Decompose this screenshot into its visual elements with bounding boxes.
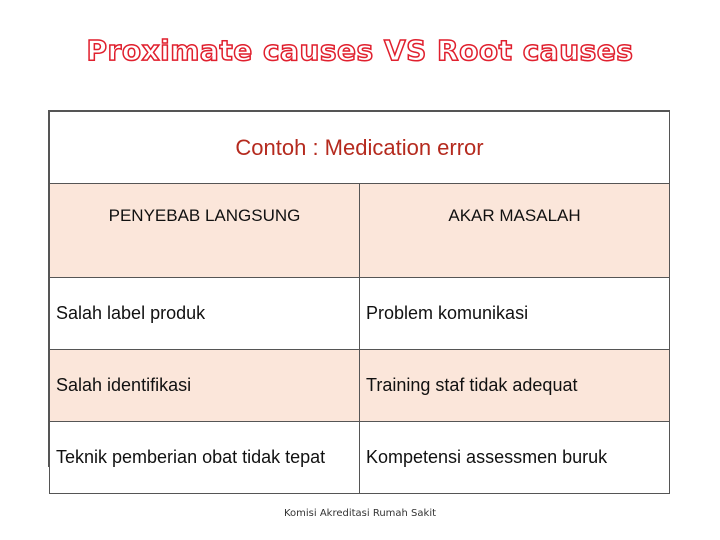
table-row bbox=[50, 350, 670, 422]
footer-text: Komisi Akreditasi Rumah Sakit bbox=[283, 508, 437, 519]
table-cell: Kompetensi assessmen buruk bbox=[360, 422, 670, 494]
header-row bbox=[50, 184, 670, 278]
header-cell-akar-masalah: AKAR MASALAH bbox=[360, 184, 670, 278]
table-row bbox=[50, 422, 670, 494]
table-cell: Salah identifikasi bbox=[50, 350, 360, 422]
table-caption: Contoh : Medication error bbox=[50, 112, 670, 184]
table-cell: Training staf tidak adequat bbox=[360, 350, 670, 422]
table-cell: Teknik pemberian obat tidak tepat bbox=[50, 422, 360, 494]
header-cell-penyebab-langsung: PENYEBAB LANGSUNG bbox=[50, 184, 360, 278]
table-cell: Salah label produk bbox=[50, 278, 360, 350]
table-cell: Problem komunikasi bbox=[360, 278, 670, 350]
table-row bbox=[50, 278, 670, 350]
slide-title: Proximate causes VS Root causes bbox=[86, 34, 634, 67]
comparison-table bbox=[48, 110, 670, 467]
